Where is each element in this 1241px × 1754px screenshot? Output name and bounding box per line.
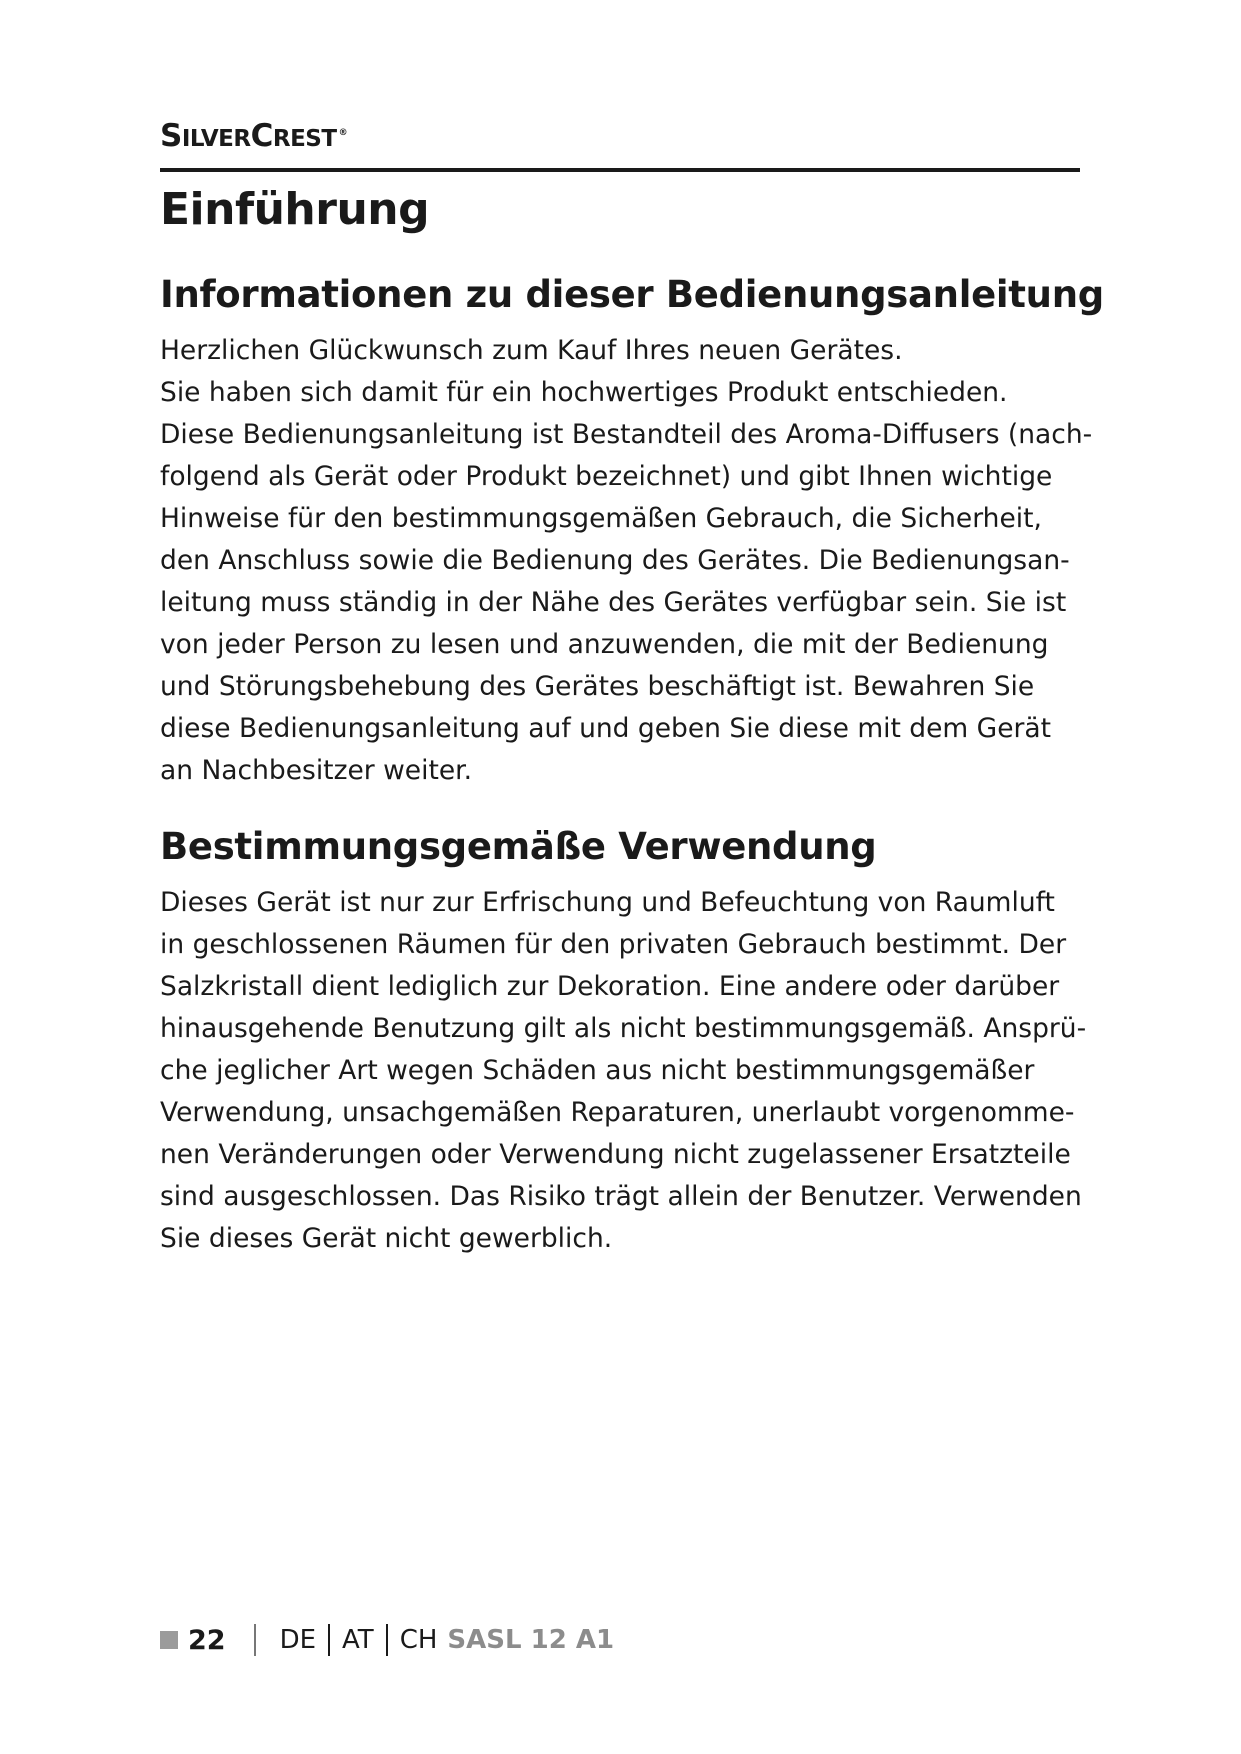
- body-line: Hinweise für den bestimmungsgemäßen Gebrauch, die Sicherheit,: [160, 503, 1042, 534]
- body-line: von jeder Person zu lesen und anzuwenden, die mit der Bedienung: [160, 629, 1049, 660]
- body-line: Herzlichen Glückwunsch zum Kauf Ihres neuen Gerätes.: [160, 335, 903, 366]
- header-rule: [160, 168, 1080, 172]
- section-heading-intended-use: Bestimmungsgemäße Verwendung: [160, 825, 877, 868]
- section-body-information: [160, 330, 1093, 792]
- country-code: AT: [342, 1625, 374, 1655]
- footer-divider: [328, 1624, 330, 1656]
- body-line: Salzkristall dient lediglich zur Dekoration. Eine andere oder darüber: [160, 971, 1060, 1002]
- body-line: den Anschluss sowie die Bedienung des Gerätes. Die Bedienungsan-: [160, 545, 1070, 576]
- page-title: Einführung: [160, 184, 430, 235]
- manual-page: [160, 0, 1104, 1754]
- brand-logo-c: C: [250, 118, 273, 154]
- page-number: 22: [188, 1624, 226, 1656]
- body-line: an Nachbesitzer weiter.: [160, 755, 473, 786]
- footer-divider: [254, 1624, 256, 1656]
- footer-divider: [386, 1624, 388, 1656]
- body-line: Dieses Gerät ist nur zur Erfrischung und Befeuchtung von Raumluft: [160, 887, 1055, 918]
- country-code: DE: [279, 1625, 317, 1655]
- body-line: in geschlossenen Räumen für den privaten Gebrauch bestimmt. Der: [160, 929, 1067, 960]
- body-line: hinausgehende Benutzung gilt als nicht bestimmungsgemäß. Ansprü-: [160, 1013, 1087, 1044]
- body-line: nen Veränderungen oder Verwendung nicht zugelassener Ersatzteile: [160, 1139, 1071, 1170]
- brand-logo-rest: REST: [272, 126, 337, 152]
- brand-logo: [160, 118, 347, 154]
- body-line: Sie haben sich damit für ein hochwertiges Produkt entschieden.: [160, 377, 1008, 408]
- footer-square-icon: [160, 1631, 178, 1649]
- body-line: folgend als Gerät oder Produkt bezeichnet) und gibt Ihnen wichtige: [160, 461, 1053, 492]
- brand-trademark: ®: [338, 127, 348, 138]
- body-line: diese Bedienungsanleitung auf und geben Sie diese mit dem Gerät: [160, 713, 1052, 744]
- body-line: che jeglicher Art wegen Schäden aus nicht bestimmungsgemäßer: [160, 1055, 1035, 1086]
- model-number: SASL 12 A1: [447, 1625, 615, 1655]
- section-heading-information: Informationen zu dieser Bedienungsanleitung: [160, 273, 1104, 316]
- body-line: sind ausgeschlossen. Das Risiko trägt allein der Benutzer. Verwenden: [160, 1181, 1082, 1212]
- body-line: Sie dieses Gerät nicht gewerblich.: [160, 1223, 613, 1254]
- body-line: und Störungsbehebung des Gerätes beschäftigt ist. Bewahren Sie: [160, 671, 1035, 702]
- body-line: leitung muss ständig in der Nähe des Gerätes verfügbar sein. Sie ist: [160, 587, 1067, 618]
- section-body-intended-use: [160, 882, 1087, 1260]
- body-line: Diese Bedienungsanleitung ist Bestandteil des Aroma-Diffusers (nach-: [160, 419, 1093, 450]
- brand-logo-s: S: [160, 118, 182, 154]
- page-footer: [160, 1622, 614, 1658]
- body-line: Verwendung, unsachgemäßen Reparaturen, unerlaubt vorgenomme-: [160, 1097, 1075, 1128]
- country-code: CH: [399, 1625, 438, 1655]
- brand-logo-ilver: ILVER: [181, 126, 251, 152]
